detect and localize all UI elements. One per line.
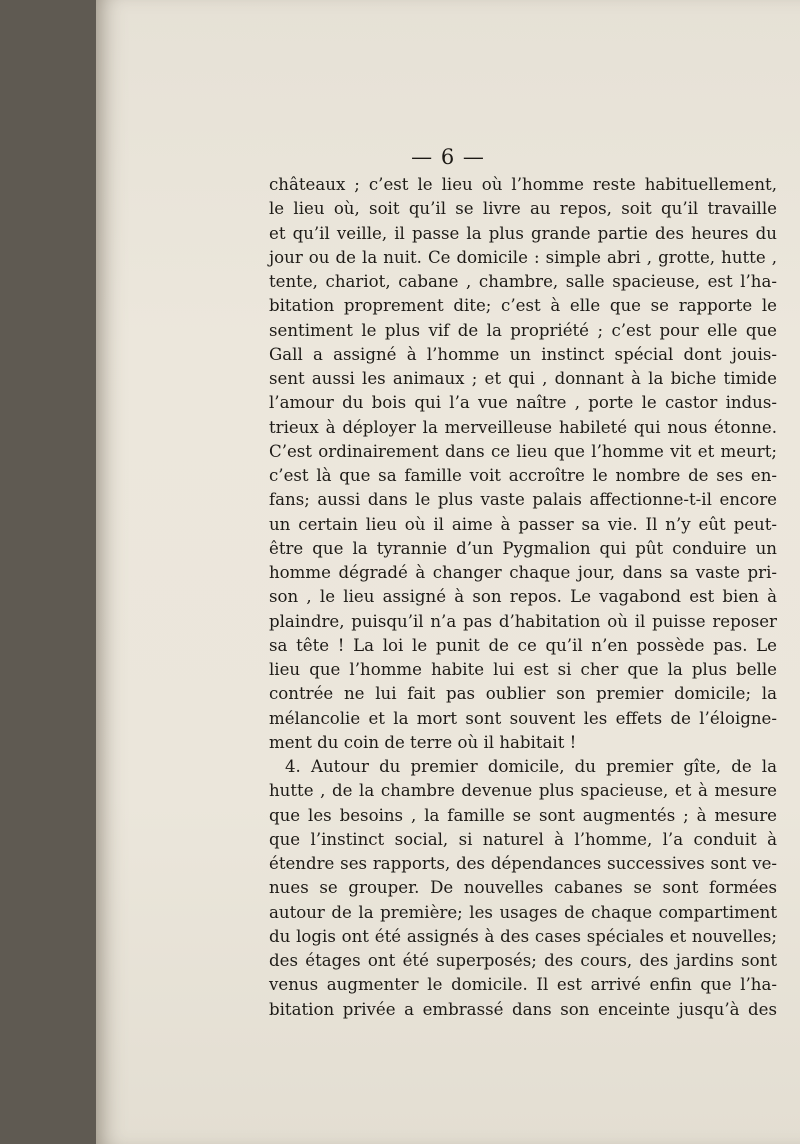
- text-line: des étages ont été superposés; des cours, des jardins sont: [269, 951, 777, 970]
- body-text: [269, 173, 777, 1022]
- text-line: fans; aussi dans le plus vaste palais affectionne-t-il encore: [269, 490, 777, 510]
- text-line: lieu que l’homme habite lui est si cher que la plus belle: [269, 660, 777, 679]
- text-line: Gall a assigné à l’homme un instinct spécial dont jouis-: [269, 344, 777, 364]
- text-line: sentiment le plus vif de la propriété ; c’est pour elle que: [269, 320, 777, 340]
- text-line: tente, chariot, cabane , chambre, salle spacieuse, est l’ha-: [269, 272, 777, 291]
- text-line: châteaux ; c’est le lieu où l’homme reste habituellement,: [269, 175, 777, 194]
- text-line: c’est là que sa famille voit accroître le nombre de ses en-: [269, 466, 777, 485]
- text-line: sent aussi les animaux ; et qui , donnant à la biche timide: [269, 369, 777, 388]
- text-line: plaindre, puisqu’il n’a pas d’habitation où il puisse reposer: [269, 611, 777, 631]
- text-line: ment du coin de terre où il habitait !: [269, 732, 577, 752]
- text-line: l’amour du bois qui l’a vue naître , porte le castor indus-: [269, 393, 777, 413]
- page-number: — 6 —: [411, 145, 485, 169]
- text-line: le lieu où, soit qu’il se livre au repos, soit qu’il travaille: [269, 199, 777, 219]
- text-line: un certain lieu où il aime à passer sa vie. Il n’y eût peut-: [269, 514, 777, 534]
- text-line: mélancolie et la mort sont souvent les effets de l’éloigne-: [269, 708, 777, 728]
- text-line: son , le lieu assigné à son repos. Le vagabond est bien à: [269, 587, 777, 607]
- text-line: autour de la première; les usages de chaque compartiment: [269, 902, 777, 922]
- text-line: contrée ne lui fait pas oublier son premier domicile; la: [269, 684, 777, 704]
- text-line: trieux à déployer la merveilleuse habileté qui nous étonne.: [269, 417, 777, 437]
- text-line: bitation proprement dite; c’est à elle que se rapporte le: [269, 296, 777, 316]
- text-line: C’est ordinairement dans ce lieu que l’homme vit et meurt;: [269, 441, 777, 461]
- text-line: sa tête ! La loi le punit de ce qu’il n’en possède pas. Le: [269, 635, 777, 655]
- text-line: du logis ont été assignés à des cases spéciales et nouvelles;: [269, 926, 777, 946]
- text-line: jour ou de la nuit. Ce domicile : simple abri , grotte, hutte ,: [269, 247, 777, 267]
- text-line: nues se grouper. De nouvelles cabanes se sont formées: [269, 878, 777, 898]
- text-line: étendre ses rapports, des dépendances successives sont ve-: [269, 854, 777, 873]
- text-line: 4. Autour du premier domicile, du premier gîte, de la: [285, 757, 777, 776]
- text-line: et qu’il veille, il passe la plus grande partie des heures du: [269, 223, 777, 243]
- text-line: venus augmenter le domicile. Il est arrivé enfin que l’ha-: [269, 975, 777, 995]
- text-line: homme dégradé à changer chaque jour, dans sa vaste pri-: [269, 563, 777, 582]
- text-line: que les besoins , la famille se sont augmentés ; à mesure: [269, 805, 777, 825]
- text-line: hutte , de la chambre devenue plus spacieuse, et à mesure: [269, 781, 777, 801]
- book-page: [96, 0, 800, 1144]
- text-line: que l’instinct social, si naturel à l’homme, l’a conduit à: [269, 829, 777, 849]
- text-line: être que la tyrannie d’un Pygmalion qui pût conduire un: [269, 538, 777, 558]
- text-line: bitation privée a embrassé dans son enceinte jusqu’à des: [269, 999, 777, 1019]
